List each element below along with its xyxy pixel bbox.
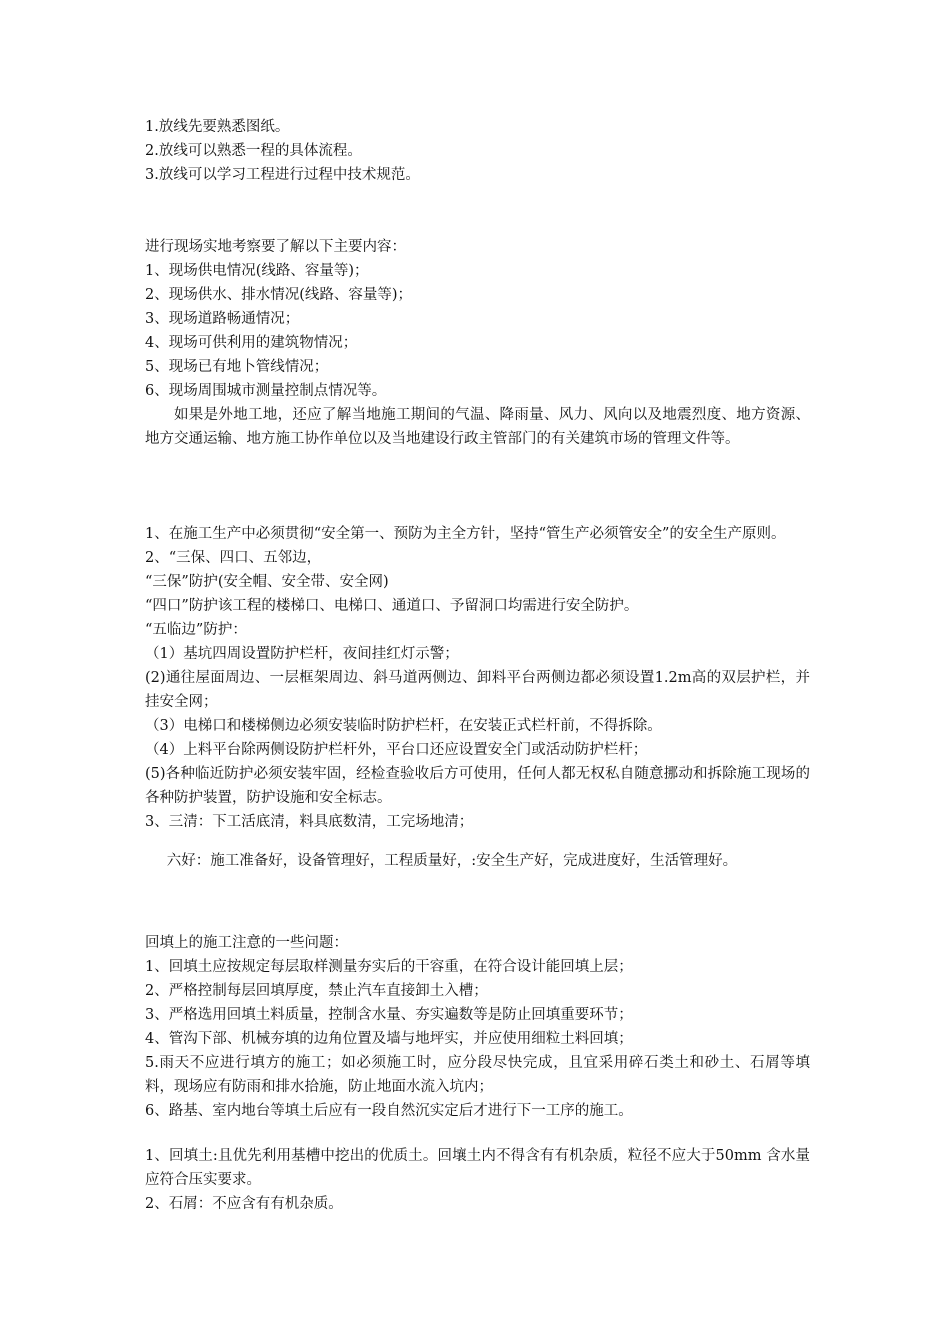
text-line: “三保”防护(安全帽、安全带、安全网) <box>145 574 389 590</box>
sub-item: （3）电梯口和楼梯侧边必须安装临时防护栏杆，在安装正式栏杆前，不得拆除。 <box>145 718 662 734</box>
list-item: 6、现场周围城市测量控制点情况等。 <box>145 383 387 399</box>
list-item: 2、严格控制每层回填厚度，禁止汽车直接卸土入槽； <box>145 983 488 999</box>
list-item: 3、三清：下工活底清，料具底数清，工完场地清； <box>145 814 474 830</box>
list-item: 2、石屑：不应含有有机杂质。 <box>145 1196 343 1212</box>
section-layout-purpose <box>145 115 810 187</box>
text-line: “五临边”防护： <box>145 622 247 638</box>
list-item: 5、现场已有地卜管线情况； <box>145 359 329 375</box>
section-safety <box>145 522 810 887</box>
list-item: 4、管沟下部、机械夯填的边角位置及墙与地坪实，并应使用细粒土料回填； <box>145 1031 633 1047</box>
text-line: 六好：施工准备好，设备管理好，工程质量好，:安全生产好，完成进度好，生活管理好。 <box>166 852 738 869</box>
sub-item: （1）基坑四周设置防护栏杆，夜间挂红灯示警； <box>145 646 459 662</box>
paragraph: 如果是外地工地，还应了解当地施工期间的气温、降雨量、风力、风向以及地震烈度、地方资源、地方交通运输、地方施工协作单位以及当地建设行政主管部门的有关建筑市场的管理文件等。 <box>145 407 810 447</box>
sub-item: （4）上料平台除两侧设防护栏杆外，平台口还应设置安全门或活动防护栏杆； <box>145 742 648 758</box>
text-line: “四口”防护该工程的楼梯口、电梯口、通道口、予留洞口均需进行安全防护。 <box>145 598 639 614</box>
list-item: 1、回填土:且优先利用基槽中挖出的优质土。回壤土内不得含有有机杂质，粒径不应大于50mm 含水量应符合压实要求。 <box>145 1148 810 1188</box>
list-item: 3、现场道路畅通情况； <box>145 311 300 327</box>
text-line: 2.放线可以熟悉一程的具体流程。 <box>145 143 362 159</box>
list-item: 5.雨天不应进行填方的施工；如必须施工时，应分段尽快完成，且宜采用碎石类土和砂土、石屑等填料，现场应有防雨和排水拾施，防止地面水流入坑内； <box>145 1055 810 1095</box>
sub-item: (2)通往屋面周边、一层框架周边、斜马道两侧边、卸料平台两侧边都必须设置1.2m高的双层护栏，并挂安全网； <box>145 670 810 710</box>
list-item: 1、回填土应按规定每层取样测量夯实后的干容重，在符合设计能回填上层； <box>145 959 633 975</box>
sub-item: (5)各种临近防护必须安装牢固，经检查验收后方可使用，任何人都无权私自随意挪动和拆除施工现场的各种防护装置，防护设施和安全标志。 <box>145 766 810 806</box>
list-item: 1、现场供电情况(线路、容量等)； <box>145 263 369 279</box>
text-line: 1.放线先要熟悉图纸。 <box>145 119 290 135</box>
list-item: 4、现场可供利用的建筑物情况； <box>145 335 358 351</box>
text-line: 3.放线可以学习工程进行过程中技术规范。 <box>145 167 420 183</box>
section-backfill-notes <box>145 931 810 1123</box>
section-heading: 回填上的施工注意的一些问题： <box>145 935 348 951</box>
list-item: 3、严格选用回填土料质量，控制含水量、夯实遍数等是防止回填重要环节； <box>145 1007 633 1023</box>
list-item: 2、“三保、四口、五邻边， <box>145 550 322 566</box>
list-item: 2、现场供水、排水情况(线路、容量等)； <box>145 287 413 303</box>
list-item: 6、路基、室内地台等填土后应有一段自然沉实定后才进行下一工序的施工。 <box>145 1103 633 1119</box>
list-item: 1、在施工生产中必须贯彻“安全第一、预防为主全方针，坚持“管生产必须管安全”的安全生产原则。 <box>145 526 786 542</box>
section-heading: 进行现场实地考察要了解以下主要内容： <box>145 239 406 255</box>
section-materials <box>145 1144 810 1216</box>
section-site-survey <box>145 235 810 451</box>
